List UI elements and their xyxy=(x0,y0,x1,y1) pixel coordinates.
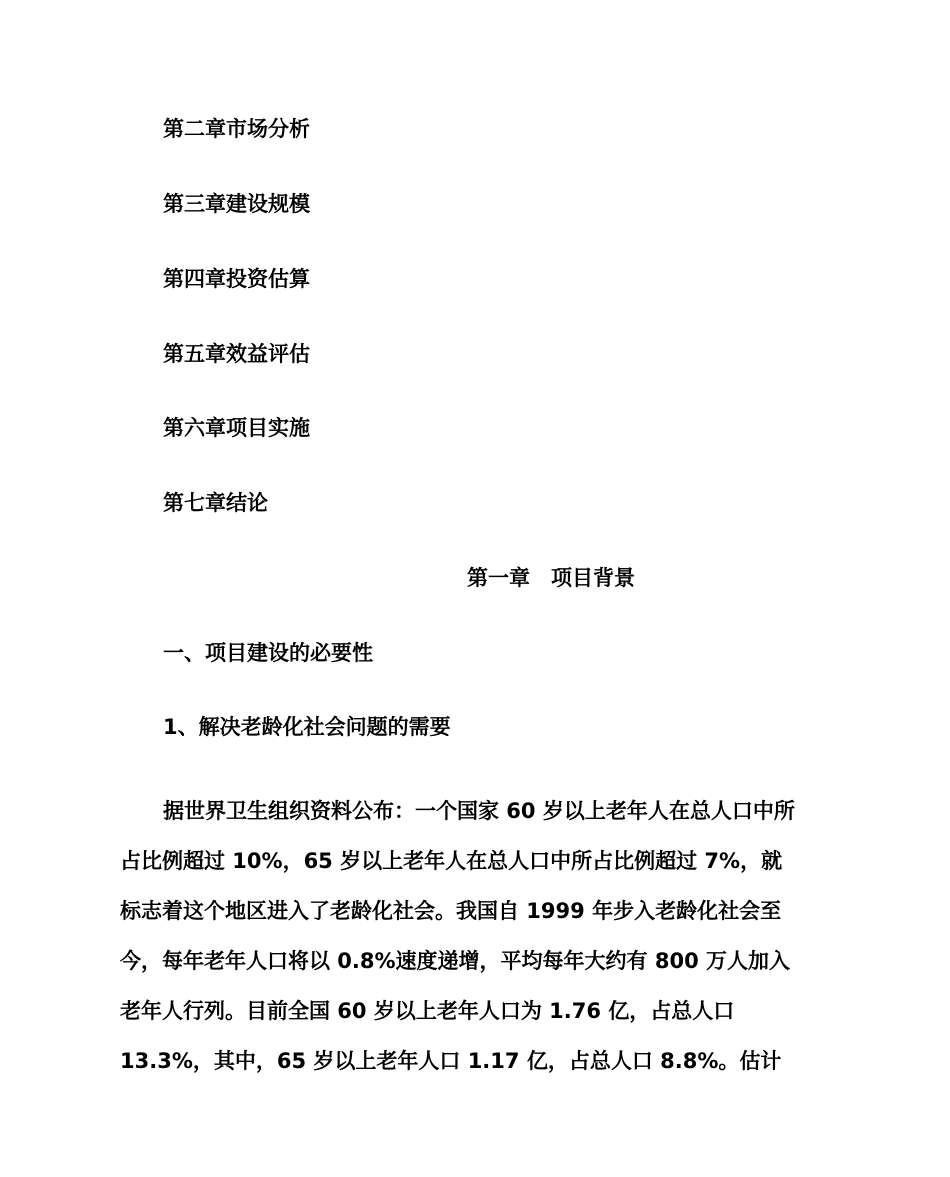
paragraph-line: 今，每年老年人口将以 0.8%速度递增，平均每年大约有 800 万人加入 xyxy=(120,949,791,973)
toc-item-chapter-3: 第三章建设规模 xyxy=(163,192,310,216)
section-heading: 一、项目建设的必要性 xyxy=(163,641,373,665)
paragraph-line: 老年人行列。目前全国 60 岁以上老年人口为 1.76 亿，占总人口 xyxy=(120,999,735,1023)
paragraph-line: 13.3%，其中，65 岁以上老年人口 1.17 亿，占总人口 8.8%。估计 xyxy=(120,1049,782,1073)
paragraph-line: 占比例超过 10%，65 岁以上老年人在总人口中所占比例超过 7%，就 xyxy=(120,849,783,873)
toc-item-chapter-4: 第四章投资估算 xyxy=(163,267,310,291)
paragraph-line: 据世界卫生组织资料公布：一个国家 60 岁以上老年人在总人口中所 xyxy=(163,799,795,823)
toc-item-chapter-5: 第五章效益评估 xyxy=(163,342,310,366)
paragraph-line: 标志着这个地区进入了老龄化社会。我国自 1999 年步入老龄化社会至 xyxy=(120,899,782,923)
toc-item-chapter-2: 第二章市场分析 xyxy=(163,117,310,141)
chapter-title xyxy=(467,563,635,593)
toc-item-chapter-6: 第六章项目实施 xyxy=(163,416,310,440)
subsection-heading: 1、解决老龄化社会问题的需要 xyxy=(163,715,451,739)
body-paragraph xyxy=(120,786,832,1086)
chapter-number: 第一章 xyxy=(467,566,530,590)
toc-item-chapter-7: 第七章结论 xyxy=(163,491,268,515)
chapter-name: 项目背景 xyxy=(551,566,635,590)
